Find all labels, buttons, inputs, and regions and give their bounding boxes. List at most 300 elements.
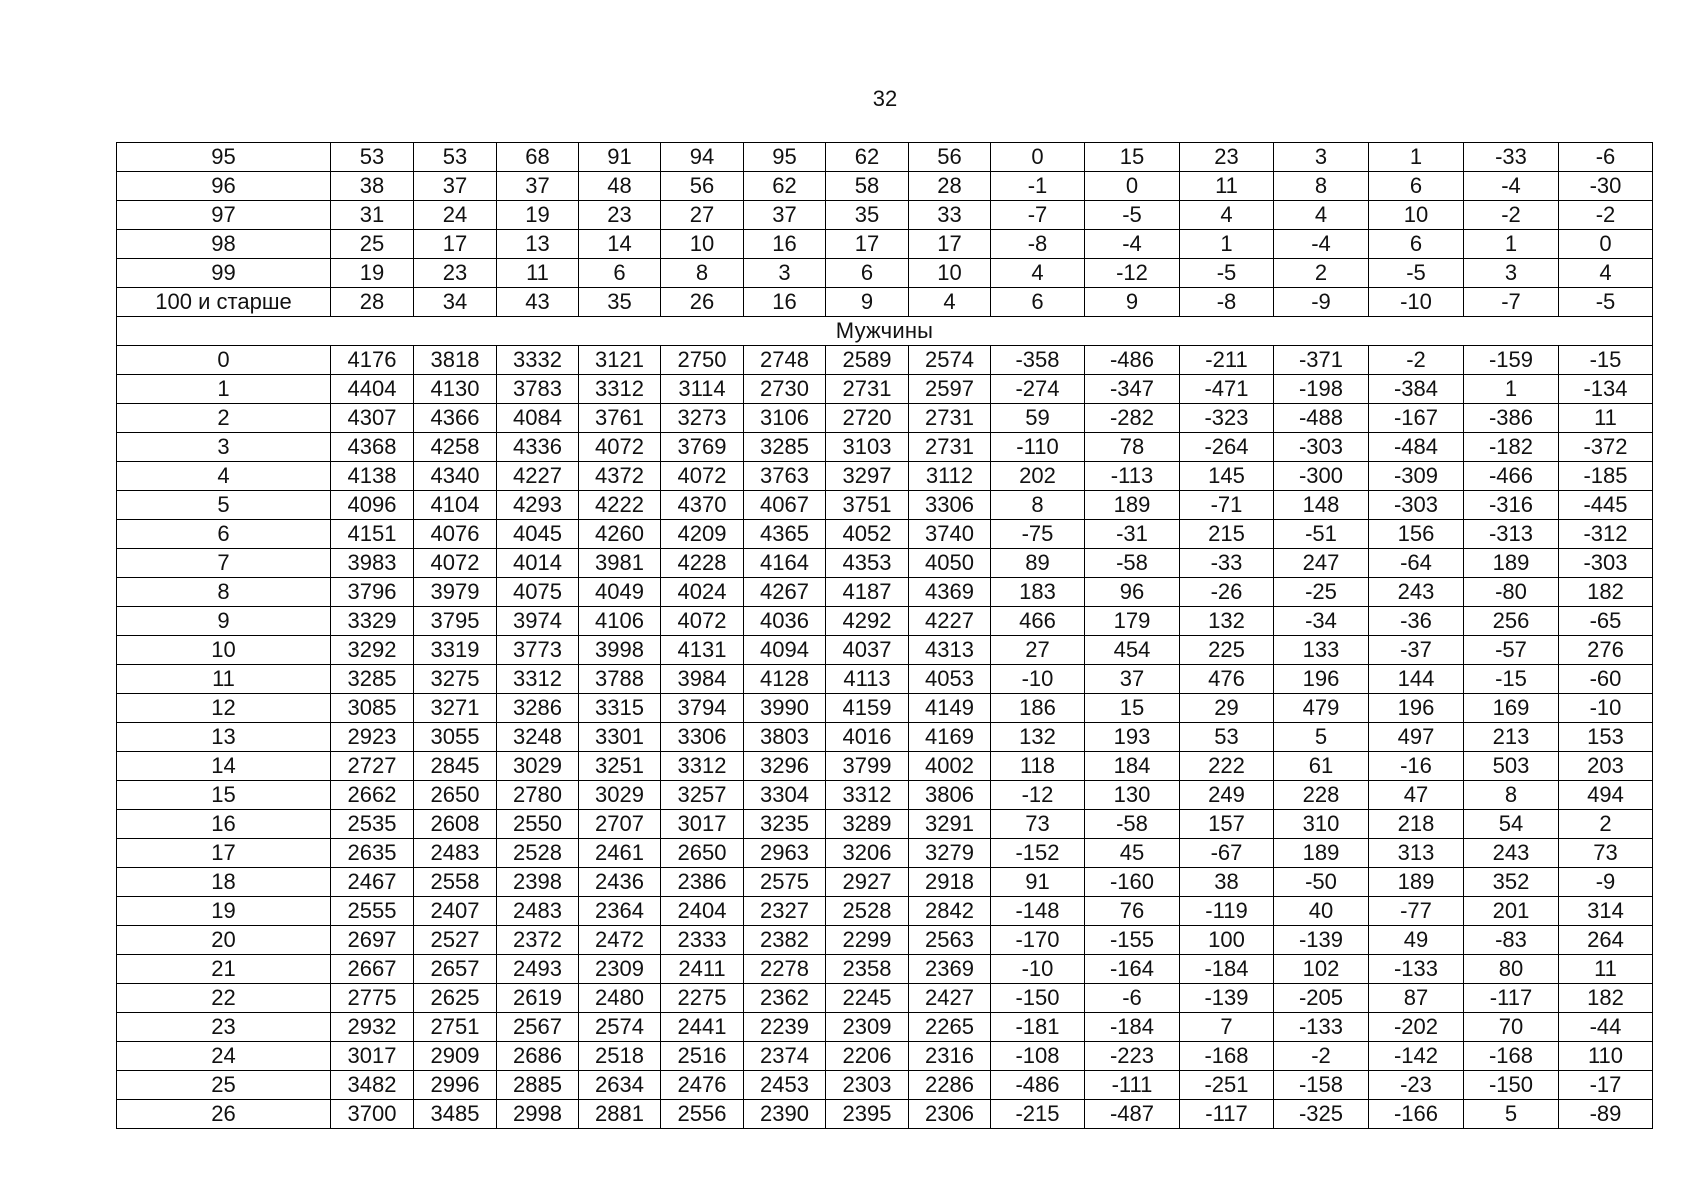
value-cell: 3319 xyxy=(414,636,497,665)
value-cell: 61 xyxy=(1274,752,1369,781)
table-row xyxy=(117,752,1653,781)
value-cell: 276 xyxy=(1559,636,1653,665)
value-cell: 2567 xyxy=(497,1013,579,1042)
value-cell: 2461 xyxy=(579,839,661,868)
value-cell: 2697 xyxy=(331,926,414,955)
value-cell: 4024 xyxy=(661,578,744,607)
value-cell: 4053 xyxy=(909,665,991,694)
value-cell: 2480 xyxy=(579,984,661,1013)
value-cell: 9 xyxy=(826,288,909,317)
value-cell: 35 xyxy=(579,288,661,317)
value-cell: 2750 xyxy=(661,346,744,375)
value-cell: 193 xyxy=(1085,723,1180,752)
value-cell: 4258 xyxy=(414,433,497,462)
value-cell: 3017 xyxy=(661,810,744,839)
age-cell: 20 xyxy=(117,926,331,955)
value-cell: 19 xyxy=(497,201,579,230)
value-cell: 2731 xyxy=(826,375,909,404)
value-cell: 3257 xyxy=(661,781,744,810)
value-cell: 13 xyxy=(497,230,579,259)
value-cell: 24 xyxy=(414,201,497,230)
age-cell: 97 xyxy=(117,201,331,230)
value-cell: -303 xyxy=(1369,491,1464,520)
value-cell: 145 xyxy=(1180,462,1274,491)
value-cell: -264 xyxy=(1180,433,1274,462)
value-cell: 169 xyxy=(1464,694,1559,723)
value-cell: 8 xyxy=(1464,781,1559,810)
value-cell: 3029 xyxy=(497,752,579,781)
value-cell: -30 xyxy=(1559,172,1653,201)
value-cell: 2327 xyxy=(744,897,826,926)
value-cell: 2550 xyxy=(497,810,579,839)
value-cell: 2472 xyxy=(579,926,661,955)
age-cell: 4 xyxy=(117,462,331,491)
value-cell: 215 xyxy=(1180,520,1274,549)
table-row xyxy=(117,375,1653,404)
value-cell: 40 xyxy=(1274,897,1369,926)
value-cell: 89 xyxy=(991,549,1085,578)
value-cell: 310 xyxy=(1274,810,1369,839)
value-cell: 222 xyxy=(1180,752,1274,781)
value-cell: 37 xyxy=(744,201,826,230)
value-cell: -6 xyxy=(1085,984,1180,1013)
value-cell: 182 xyxy=(1559,578,1653,607)
value-cell: 62 xyxy=(744,172,826,201)
value-cell: 2731 xyxy=(909,433,991,462)
value-cell: 4159 xyxy=(826,694,909,723)
value-cell: 17 xyxy=(909,230,991,259)
value-cell: 1 xyxy=(1464,375,1559,404)
value-cell: 189 xyxy=(1274,839,1369,868)
value-cell: 2407 xyxy=(414,897,497,926)
value-cell: 91 xyxy=(991,868,1085,897)
value-cell: 148 xyxy=(1274,491,1369,520)
value-cell: 3 xyxy=(1464,259,1559,288)
value-cell: 2667 xyxy=(331,955,414,984)
age-cell: 1 xyxy=(117,375,331,404)
value-cell: 2374 xyxy=(744,1042,826,1071)
value-cell: 2707 xyxy=(579,810,661,839)
section-label: Мужчины xyxy=(117,317,1653,346)
value-cell: 3306 xyxy=(909,491,991,520)
value-cell: 247 xyxy=(1274,549,1369,578)
age-cell: 10 xyxy=(117,636,331,665)
value-cell: -466 xyxy=(1464,462,1559,491)
value-cell: 31 xyxy=(331,201,414,230)
value-cell: -488 xyxy=(1274,404,1369,433)
value-cell: 80 xyxy=(1464,955,1559,984)
value-cell: 3329 xyxy=(331,607,414,636)
table-row xyxy=(117,955,1653,984)
value-cell: -487 xyxy=(1085,1100,1180,1129)
value-cell: 4307 xyxy=(331,404,414,433)
value-cell: 130 xyxy=(1085,781,1180,810)
value-cell: 3085 xyxy=(331,694,414,723)
value-cell: 3751 xyxy=(826,491,909,520)
value-cell: 4227 xyxy=(909,607,991,636)
value-cell: -5 xyxy=(1085,201,1180,230)
value-cell: 0 xyxy=(1085,172,1180,201)
value-cell: 58 xyxy=(826,172,909,201)
value-cell: 37 xyxy=(1085,665,1180,694)
age-cell: 17 xyxy=(117,839,331,868)
value-cell: 3796 xyxy=(331,578,414,607)
value-cell: 2727 xyxy=(331,752,414,781)
value-cell: -37 xyxy=(1369,636,1464,665)
value-cell: 2619 xyxy=(497,984,579,1013)
value-cell: 4370 xyxy=(661,491,744,520)
value-cell: 189 xyxy=(1464,549,1559,578)
value-cell: 56 xyxy=(909,143,991,172)
value-cell: 2427 xyxy=(909,984,991,1013)
value-cell: -182 xyxy=(1464,433,1559,462)
age-cell: 11 xyxy=(117,665,331,694)
value-cell: 2411 xyxy=(661,955,744,984)
value-cell: 4151 xyxy=(331,520,414,549)
value-cell: -7 xyxy=(1464,288,1559,317)
value-cell: 2516 xyxy=(661,1042,744,1071)
value-cell: 3248 xyxy=(497,723,579,752)
value-cell: 2483 xyxy=(414,839,497,868)
value-cell: 4260 xyxy=(579,520,661,549)
value-cell: 3312 xyxy=(661,752,744,781)
table-row xyxy=(117,520,1653,549)
value-cell: 3803 xyxy=(744,723,826,752)
value-cell: 4228 xyxy=(661,549,744,578)
value-cell: 37 xyxy=(497,172,579,201)
value-cell: 2286 xyxy=(909,1071,991,1100)
value-cell: 3795 xyxy=(414,607,497,636)
value-cell: -184 xyxy=(1180,955,1274,984)
value-cell: -58 xyxy=(1085,549,1180,578)
value-cell: 73 xyxy=(1559,839,1653,868)
value-cell: 2239 xyxy=(744,1013,826,1042)
value-cell: 2528 xyxy=(826,897,909,926)
value-cell: 10 xyxy=(1369,201,1464,230)
value-cell: 3799 xyxy=(826,752,909,781)
value-cell: 38 xyxy=(1180,868,1274,897)
value-cell: 4128 xyxy=(744,665,826,694)
value-cell: 3285 xyxy=(744,433,826,462)
value-cell: 2265 xyxy=(909,1013,991,1042)
value-cell: 4130 xyxy=(414,375,497,404)
value-cell: -202 xyxy=(1369,1013,1464,1042)
value-cell: 503 xyxy=(1464,752,1559,781)
value-cell: 2574 xyxy=(909,346,991,375)
value-cell: 6 xyxy=(826,259,909,288)
value-cell: -313 xyxy=(1464,520,1559,549)
value-cell: 2748 xyxy=(744,346,826,375)
value-cell: 4096 xyxy=(331,491,414,520)
value-cell: 4094 xyxy=(744,636,826,665)
value-cell: -251 xyxy=(1180,1071,1274,1100)
value-cell: 313 xyxy=(1369,839,1464,868)
value-cell: -309 xyxy=(1369,462,1464,491)
value-cell: -16 xyxy=(1369,752,1464,781)
value-cell: -23 xyxy=(1369,1071,1464,1100)
value-cell: 4036 xyxy=(744,607,826,636)
value-cell: -75 xyxy=(991,520,1085,549)
value-cell: 8 xyxy=(1274,172,1369,201)
value-cell: 110 xyxy=(1559,1042,1653,1071)
value-cell: 3114 xyxy=(661,375,744,404)
value-cell: 45 xyxy=(1085,839,1180,868)
value-cell: -386 xyxy=(1464,404,1559,433)
value-cell: 2476 xyxy=(661,1071,744,1100)
value-cell: 3769 xyxy=(661,433,744,462)
value-cell: 4340 xyxy=(414,462,497,491)
value-cell: 56 xyxy=(661,172,744,201)
value-cell: -142 xyxy=(1369,1042,1464,1071)
value-cell: 73 xyxy=(991,810,1085,839)
value-cell: -133 xyxy=(1369,955,1464,984)
value-cell: 1 xyxy=(1180,230,1274,259)
value-cell: 17 xyxy=(826,230,909,259)
value-cell: 3983 xyxy=(331,549,414,578)
value-cell: 2918 xyxy=(909,868,991,897)
value-cell: 3315 xyxy=(579,694,661,723)
value-cell: 249 xyxy=(1180,781,1274,810)
value-cell: -152 xyxy=(991,839,1085,868)
value-cell: -117 xyxy=(1464,984,1559,1013)
value-cell: -300 xyxy=(1274,462,1369,491)
value-cell: 3485 xyxy=(414,1100,497,1129)
value-cell: 25 xyxy=(331,230,414,259)
value-cell: 29 xyxy=(1180,694,1274,723)
value-cell: 33 xyxy=(909,201,991,230)
value-cell: 4 xyxy=(909,288,991,317)
value-cell: -110 xyxy=(991,433,1085,462)
value-cell: 15 xyxy=(1085,143,1180,172)
value-cell: -64 xyxy=(1369,549,1464,578)
value-cell: 2398 xyxy=(497,868,579,897)
age-cell: 24 xyxy=(117,1042,331,1071)
value-cell: 53 xyxy=(331,143,414,172)
value-cell: 3291 xyxy=(909,810,991,839)
value-cell: 2404 xyxy=(661,897,744,926)
value-cell: 2395 xyxy=(826,1100,909,1129)
value-cell: 2963 xyxy=(744,839,826,868)
value-cell: 144 xyxy=(1369,665,1464,694)
value-cell: 11 xyxy=(1180,172,1274,201)
value-cell: -205 xyxy=(1274,984,1369,1013)
value-cell: 2333 xyxy=(661,926,744,955)
table-row xyxy=(117,1042,1653,1071)
value-cell: -484 xyxy=(1369,433,1464,462)
value-cell: 4 xyxy=(1180,201,1274,230)
value-cell: 4002 xyxy=(909,752,991,781)
value-cell: 3788 xyxy=(579,665,661,694)
value-cell: 2730 xyxy=(744,375,826,404)
page-number: 32 xyxy=(872,86,898,111)
value-cell: -6 xyxy=(1559,143,1653,172)
value-cell: -8 xyxy=(1180,288,1274,317)
value-cell: -486 xyxy=(991,1071,1085,1100)
value-cell: -215 xyxy=(991,1100,1085,1129)
value-cell: 2316 xyxy=(909,1042,991,1071)
value-cell: 2386 xyxy=(661,868,744,897)
value-cell: 4368 xyxy=(331,433,414,462)
value-cell: 2436 xyxy=(579,868,661,897)
value-cell: -4 xyxy=(1464,172,1559,201)
table-row xyxy=(117,723,1653,752)
value-cell: 2528 xyxy=(497,839,579,868)
value-cell: 3273 xyxy=(661,404,744,433)
value-cell: 3979 xyxy=(414,578,497,607)
value-cell: -65 xyxy=(1559,607,1653,636)
value-cell: 4313 xyxy=(909,636,991,665)
value-cell: 2845 xyxy=(414,752,497,781)
value-cell: 3271 xyxy=(414,694,497,723)
value-cell: -274 xyxy=(991,375,1085,404)
value-cell: -2 xyxy=(1369,346,1464,375)
value-cell: 497 xyxy=(1369,723,1464,752)
value-cell: 43 xyxy=(497,288,579,317)
value-cell: 4067 xyxy=(744,491,826,520)
value-cell: 2634 xyxy=(579,1071,661,1100)
value-cell: 454 xyxy=(1085,636,1180,665)
value-cell: -166 xyxy=(1369,1100,1464,1129)
table-row xyxy=(117,868,1653,897)
value-cell: 27 xyxy=(991,636,1085,665)
value-cell: -2 xyxy=(1559,201,1653,230)
value-cell: 2842 xyxy=(909,897,991,926)
value-cell: -15 xyxy=(1559,346,1653,375)
value-cell: 3974 xyxy=(497,607,579,636)
value-cell: 352 xyxy=(1464,868,1559,897)
value-cell: 2453 xyxy=(744,1071,826,1100)
value-cell: 3761 xyxy=(579,404,661,433)
value-cell: 3017 xyxy=(331,1042,414,1071)
age-cell: 7 xyxy=(117,549,331,578)
value-cell: 4149 xyxy=(909,694,991,723)
table-row xyxy=(117,549,1653,578)
age-cell: 13 xyxy=(117,723,331,752)
value-cell: -113 xyxy=(1085,462,1180,491)
value-cell: 2556 xyxy=(661,1100,744,1129)
value-cell: 8 xyxy=(661,259,744,288)
age-cell: 19 xyxy=(117,897,331,926)
value-cell: 2535 xyxy=(331,810,414,839)
table-row xyxy=(117,984,1653,1013)
value-cell: 183 xyxy=(991,578,1085,607)
value-cell: 2493 xyxy=(497,955,579,984)
value-cell: 54 xyxy=(1464,810,1559,839)
value-cell: 189 xyxy=(1085,491,1180,520)
value-cell: -10 xyxy=(991,955,1085,984)
value-cell: -5 xyxy=(1180,259,1274,288)
value-cell: 3285 xyxy=(331,665,414,694)
value-cell: -12 xyxy=(991,781,1085,810)
value-cell: -5 xyxy=(1369,259,1464,288)
value-cell: 19 xyxy=(331,259,414,288)
table-row xyxy=(117,491,1653,520)
age-cell: 99 xyxy=(117,259,331,288)
value-cell: 2527 xyxy=(414,926,497,955)
age-cell: 5 xyxy=(117,491,331,520)
value-cell: 8 xyxy=(991,491,1085,520)
value-cell: 2775 xyxy=(331,984,414,1013)
value-cell: 76 xyxy=(1085,897,1180,926)
value-cell: 9 xyxy=(1085,288,1180,317)
value-cell: 0 xyxy=(991,143,1085,172)
value-cell: 2731 xyxy=(909,404,991,433)
table-row xyxy=(117,1100,1653,1129)
value-cell: 17 xyxy=(414,230,497,259)
value-cell: 53 xyxy=(414,143,497,172)
value-cell: -2 xyxy=(1464,201,1559,230)
value-cell: -159 xyxy=(1464,346,1559,375)
table-row xyxy=(117,346,1653,375)
value-cell: 2885 xyxy=(497,1071,579,1100)
value-cell: 2441 xyxy=(661,1013,744,1042)
value-cell: 201 xyxy=(1464,897,1559,926)
value-cell: 3332 xyxy=(497,346,579,375)
value-cell: 2635 xyxy=(331,839,414,868)
value-cell: 2686 xyxy=(497,1042,579,1071)
age-cell: 95 xyxy=(117,143,331,172)
value-cell: -168 xyxy=(1464,1042,1559,1071)
value-cell: 4176 xyxy=(331,346,414,375)
value-cell: -117 xyxy=(1180,1100,1274,1129)
value-cell: 2358 xyxy=(826,955,909,984)
value-cell: 3818 xyxy=(414,346,497,375)
value-cell: 4014 xyxy=(497,549,579,578)
value-cell: 3297 xyxy=(826,462,909,491)
value-cell: 3700 xyxy=(331,1100,414,1129)
value-cell: -4 xyxy=(1085,230,1180,259)
value-cell: 264 xyxy=(1559,926,1653,955)
value-cell: 4365 xyxy=(744,520,826,549)
age-cell: 100 и старше xyxy=(117,288,331,317)
value-cell: 4072 xyxy=(661,607,744,636)
value-cell: -36 xyxy=(1369,607,1464,636)
value-cell: 3482 xyxy=(331,1071,414,1100)
value-cell: 11 xyxy=(1559,955,1653,984)
value-cell: 133 xyxy=(1274,636,1369,665)
value-cell: 2998 xyxy=(497,1100,579,1129)
value-cell: 4131 xyxy=(661,636,744,665)
value-cell: -150 xyxy=(991,984,1085,1013)
value-cell: 27 xyxy=(661,201,744,230)
value-cell: -148 xyxy=(991,897,1085,926)
value-cell: -211 xyxy=(1180,346,1274,375)
value-cell: -4 xyxy=(1274,230,1369,259)
value-cell: 3235 xyxy=(744,810,826,839)
value-cell: 4369 xyxy=(909,578,991,607)
value-cell: 2558 xyxy=(414,868,497,897)
age-cell: 6 xyxy=(117,520,331,549)
table-row xyxy=(117,1013,1653,1042)
value-cell: 3106 xyxy=(744,404,826,433)
value-cell: -5 xyxy=(1559,288,1653,317)
value-cell: 3286 xyxy=(497,694,579,723)
value-cell: 2382 xyxy=(744,926,826,955)
value-cell: 2369 xyxy=(909,955,991,984)
value-cell: -312 xyxy=(1559,520,1653,549)
value-cell: 4366 xyxy=(414,404,497,433)
value-cell: -12 xyxy=(1085,259,1180,288)
value-cell: 3301 xyxy=(579,723,661,752)
age-cell: 21 xyxy=(117,955,331,984)
table-row xyxy=(117,607,1653,636)
value-cell: -347 xyxy=(1085,375,1180,404)
value-cell: 2923 xyxy=(331,723,414,752)
value-cell: 4209 xyxy=(661,520,744,549)
value-cell: -158 xyxy=(1274,1071,1369,1100)
value-cell: -139 xyxy=(1180,984,1274,1013)
value-cell: 153 xyxy=(1559,723,1653,752)
